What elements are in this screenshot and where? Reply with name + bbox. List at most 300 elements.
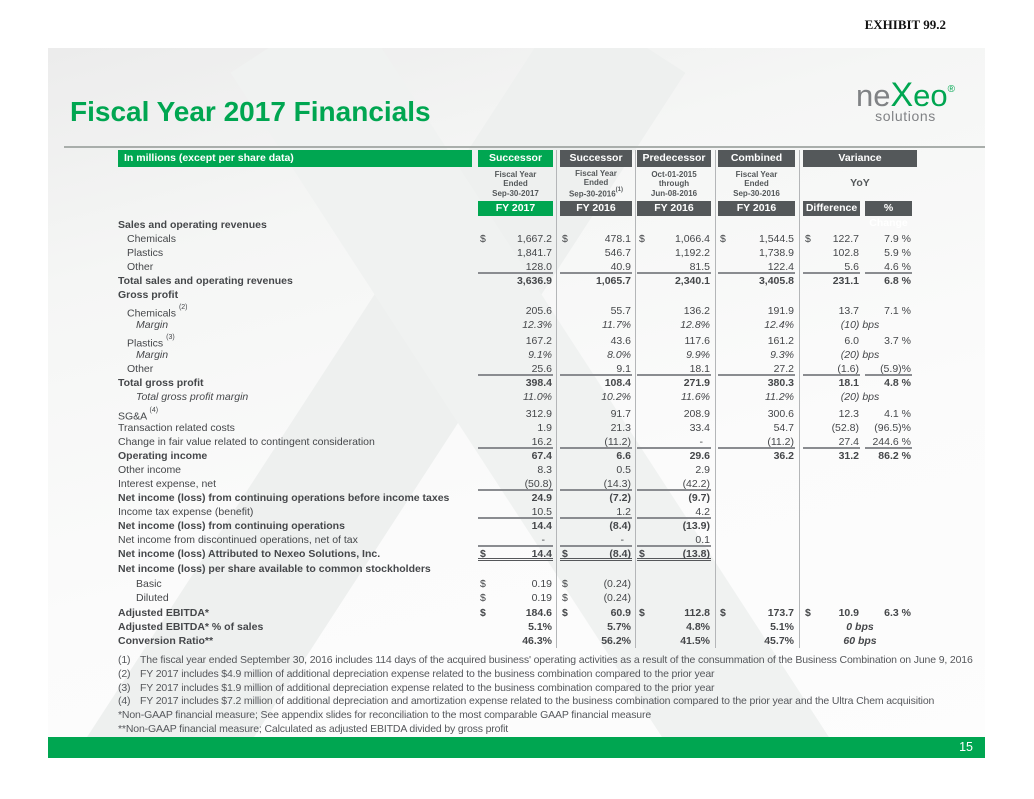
financials-table bbox=[118, 150, 918, 655]
cell-value-text: (5.9)% bbox=[880, 363, 911, 375]
cell-value bbox=[478, 348, 553, 362]
cell-value bbox=[718, 390, 795, 404]
cell-value bbox=[718, 634, 795, 648]
cell-value bbox=[560, 362, 632, 376]
subheader-line: Sep-30-2016$^{(1)}$ bbox=[568, 186, 624, 199]
cell-pct-change bbox=[865, 376, 912, 390]
fy-difference: Difference bbox=[803, 201, 860, 216]
cell-value bbox=[637, 274, 711, 288]
cell-value-text: 91.7 bbox=[610, 408, 631, 420]
cell-value bbox=[718, 334, 795, 348]
row-label: Net income (loss) from continuing operations before income taxes bbox=[118, 492, 450, 504]
cell-value bbox=[718, 376, 795, 390]
footnote-text: FY 2017 includes $1.9 million of additional depreciation expense related to the business combination compared to the prior year bbox=[140, 681, 715, 694]
column-subheader bbox=[560, 169, 632, 199]
cell-value-text: 6.0 bbox=[844, 335, 859, 347]
cell-value bbox=[637, 505, 711, 519]
cell-value-text: 11.7% bbox=[602, 319, 631, 331]
column-subheader bbox=[637, 169, 711, 199]
table-row bbox=[118, 362, 918, 376]
cell-value bbox=[560, 348, 632, 362]
cell-value-text: 184.6 bbox=[525, 607, 552, 619]
column-group-header: Successor bbox=[478, 150, 553, 167]
cell-value-text: (42.2) bbox=[682, 478, 710, 490]
cell-value bbox=[560, 407, 632, 421]
cell-value-text: 14.4 bbox=[531, 520, 552, 532]
subheader-line: YoY bbox=[850, 177, 870, 190]
cell-value-text: 167.2 bbox=[525, 335, 552, 347]
cell-value bbox=[637, 620, 711, 634]
row-label: Operating income bbox=[118, 450, 208, 462]
subheader-line: Fiscal Year bbox=[735, 169, 778, 179]
cell-value bbox=[637, 491, 711, 505]
cell-value bbox=[637, 547, 711, 561]
cell-value bbox=[560, 334, 632, 348]
cell-value-text: 380.3 bbox=[767, 377, 794, 389]
cell-value bbox=[478, 505, 553, 519]
footnote-text: The fiscal year ended September 30, 2016 includes 114 days of the acquired business' operating activities as a result of the consummation of the Business Combination on June 9, 2016 bbox=[140, 654, 973, 666]
cell-value bbox=[637, 318, 711, 332]
fy-label: FY 2016 bbox=[560, 201, 632, 216]
row-label: Net income from discontinued operations, net of tax bbox=[118, 534, 358, 546]
cell-value-text: 128.0 bbox=[525, 261, 552, 273]
cell-value-text: 12.8% bbox=[680, 319, 710, 331]
cell-value-text: 271.9 bbox=[683, 377, 710, 389]
row-label: Diluted bbox=[136, 592, 169, 604]
row-label: Adjusted EBITDA* bbox=[118, 607, 210, 619]
cell-value-text: 1,192.2 bbox=[674, 247, 710, 259]
cell-value-text: 9.1% bbox=[528, 349, 552, 361]
cell-value-text: 231.1 bbox=[832, 275, 859, 287]
cell-pct-change bbox=[865, 232, 912, 246]
cell-diff bbox=[803, 274, 860, 288]
cell-value bbox=[478, 533, 553, 547]
row-label: Margin bbox=[136, 319, 169, 331]
cell-value-text: 122.4 bbox=[767, 261, 794, 273]
footnote-line bbox=[118, 654, 978, 668]
cell-value-text: 9.9% bbox=[686, 349, 710, 361]
cell-value-text: (13.8) bbox=[682, 548, 710, 560]
cell-value bbox=[637, 304, 711, 318]
table-row bbox=[118, 533, 918, 547]
table-rows bbox=[118, 218, 918, 648]
row-label: Income tax expense (benefit) bbox=[118, 506, 254, 518]
cell-value bbox=[718, 620, 795, 634]
cell-value-text: 4.8% bbox=[686, 621, 710, 633]
cell-value-text: 478.1 bbox=[604, 233, 631, 245]
cell-value-text: 18.1 bbox=[689, 363, 710, 375]
dollar-sign: $ bbox=[562, 607, 568, 619]
table-row bbox=[118, 260, 918, 274]
cell-value bbox=[478, 390, 553, 404]
cell-value-text: 9.1 bbox=[616, 363, 631, 375]
cell-value-text: 12.4% bbox=[764, 319, 794, 331]
cell-value-text: 1,065.7 bbox=[595, 275, 631, 287]
logo-ne: ne bbox=[855, 78, 891, 113]
cell-value bbox=[478, 477, 553, 491]
cell-value bbox=[478, 519, 553, 533]
cell-value-text: (1.6) bbox=[837, 363, 859, 375]
cell-value-text: (7.2) bbox=[609, 492, 631, 504]
cell-value bbox=[637, 634, 711, 648]
cell-value bbox=[560, 606, 632, 620]
row-label: Net income (loss) per share available to common stockholders bbox=[118, 563, 431, 575]
cell-value bbox=[637, 533, 711, 547]
page-number: 15 bbox=[959, 740, 973, 754]
table-row bbox=[118, 318, 918, 332]
cell-value bbox=[478, 362, 553, 376]
fy-pct-change: % Change bbox=[865, 201, 912, 216]
cell-value bbox=[718, 435, 795, 449]
cell-value bbox=[478, 491, 553, 505]
cell-value-text: 60.9 bbox=[610, 607, 631, 619]
cell-value bbox=[560, 620, 632, 634]
cell-value bbox=[718, 246, 795, 260]
cell-value-text: 7.1 % bbox=[884, 305, 911, 317]
table-row bbox=[118, 288, 918, 302]
cell-value bbox=[478, 318, 553, 332]
cell-value bbox=[637, 421, 711, 435]
table-row bbox=[118, 274, 918, 288]
dollar-sign: $ bbox=[639, 233, 645, 245]
cell-value-text: 46.3% bbox=[522, 635, 552, 647]
table-row bbox=[118, 348, 918, 362]
cell-value-text: 7.9 % bbox=[884, 233, 911, 245]
cell-value bbox=[478, 449, 553, 463]
table-row bbox=[118, 435, 918, 449]
cell-value bbox=[637, 390, 711, 404]
cell-value-text: 0.5 bbox=[616, 464, 631, 476]
cell-value bbox=[718, 304, 795, 318]
cell-value bbox=[718, 362, 795, 376]
cell-value bbox=[637, 260, 711, 274]
footnote-text: *Non-GAAP financial measure; See appendix slides for reconciliation to the most comparable GAAP financial measure bbox=[118, 709, 652, 722]
cell-value bbox=[478, 577, 553, 591]
cell-value bbox=[478, 591, 553, 605]
cell-value-text: 6.3 % bbox=[884, 607, 911, 619]
cell-diff bbox=[803, 362, 860, 376]
cell-value bbox=[560, 318, 632, 332]
cell-value bbox=[637, 407, 711, 421]
cell-value bbox=[560, 274, 632, 288]
cell-value-text: 5.6 bbox=[844, 261, 859, 273]
cell-diff bbox=[803, 304, 860, 318]
cell-value-text: 16.2 bbox=[531, 436, 552, 448]
cell-bps: 0 bps bbox=[846, 621, 874, 633]
cell-value-text: 41.5% bbox=[680, 635, 710, 647]
footnote-line bbox=[118, 682, 978, 696]
footnote-ref: (4) bbox=[149, 407, 159, 414]
dollar-sign: $ bbox=[720, 607, 726, 619]
cell-value bbox=[718, 407, 795, 421]
cell-value-text: 27.4 bbox=[838, 436, 859, 448]
cell-value bbox=[718, 449, 795, 463]
cell-value-text: 81.5 bbox=[689, 261, 710, 273]
logo-wordmark bbox=[855, 74, 955, 114]
cell-pct-change bbox=[865, 334, 912, 348]
cell-value bbox=[718, 232, 795, 246]
cell-value bbox=[637, 519, 711, 533]
footnote-marker: (3) bbox=[118, 681, 131, 694]
cell-value bbox=[478, 620, 553, 634]
cell-value bbox=[637, 477, 711, 491]
cell-value bbox=[637, 376, 711, 390]
row-label: Interest expense, net bbox=[118, 478, 217, 490]
cell-value-text: 21.3 bbox=[610, 422, 631, 434]
cell-value-text: (13.9) bbox=[682, 520, 710, 532]
cell-value-text: 45.7% bbox=[764, 635, 794, 647]
subheader-line: Fiscal Year bbox=[575, 168, 617, 178]
dollar-sign: $ bbox=[480, 592, 486, 604]
logo-eo: eo bbox=[913, 78, 948, 113]
cell-value bbox=[718, 348, 795, 362]
fy-label: FY 2016 bbox=[718, 201, 795, 216]
cell-value-text: (50.8) bbox=[524, 478, 552, 490]
exhibit-label: EXHIBIT 99.2 bbox=[864, 17, 946, 32]
cell-value-text: 1.2 bbox=[616, 506, 631, 518]
cell-value-text: 5.7% bbox=[607, 621, 631, 633]
nexeo-logo bbox=[856, 74, 955, 124]
row-label: Total gross profit margin bbox=[136, 391, 249, 403]
cell-diff bbox=[803, 246, 860, 260]
dollar-sign: $ bbox=[639, 548, 645, 560]
cell-value-text: 1.9 bbox=[537, 422, 552, 434]
cell-value bbox=[560, 376, 632, 390]
column-subheader bbox=[803, 169, 917, 199]
cell-value bbox=[718, 260, 795, 274]
footnote-line bbox=[118, 723, 978, 737]
cell-value bbox=[560, 390, 632, 404]
cell-pct-change bbox=[865, 449, 912, 463]
cell-value-text: 312.9 bbox=[525, 408, 552, 420]
cell-value-text: 40.9 bbox=[610, 261, 631, 273]
footnote-ref: (1) bbox=[615, 186, 624, 193]
footnote-marker: (2) bbox=[118, 667, 131, 680]
fy-label: FY 2017 bbox=[478, 201, 553, 216]
cell-value-text: 136.2 bbox=[683, 305, 710, 317]
cell-value-text: 2.9 bbox=[695, 464, 710, 476]
table-row bbox=[118, 232, 918, 246]
table-caption: In millions (except per share data) bbox=[118, 150, 472, 167]
cell-value-text: 11.6% bbox=[681, 391, 710, 403]
table-row bbox=[118, 407, 918, 421]
dollar-sign: $ bbox=[480, 578, 486, 590]
cell-value-text: (11.2) bbox=[767, 436, 794, 448]
cell-bps: (20) bps bbox=[840, 349, 880, 361]
cell-value-text: 102.8 bbox=[832, 247, 859, 259]
cell-value-text: 10.5 bbox=[531, 506, 552, 518]
cell-value-text: - bbox=[699, 436, 703, 448]
row-label: Adjusted EBITDA* % of sales bbox=[118, 621, 264, 633]
cell-bps: (20) bps bbox=[840, 391, 880, 403]
cell-value-text: 5.1% bbox=[528, 621, 552, 633]
cell-value-text: 108.4 bbox=[604, 377, 631, 389]
table-row bbox=[118, 634, 918, 648]
cell-value bbox=[560, 519, 632, 533]
cell-value bbox=[637, 463, 711, 477]
table-row bbox=[118, 591, 918, 605]
cell-value-text: 122.7 bbox=[832, 233, 859, 245]
table-row bbox=[118, 606, 918, 620]
cell-value-text: 4.8 % bbox=[884, 377, 911, 389]
cell-diff bbox=[803, 232, 860, 246]
footnote-line bbox=[118, 668, 978, 682]
cell-value-text: 12.3 bbox=[838, 408, 859, 420]
dollar-sign: $ bbox=[720, 233, 726, 245]
cell-diff bbox=[803, 334, 860, 348]
cell-value bbox=[478, 304, 553, 318]
cell-diff bbox=[803, 376, 860, 390]
dollar-sign: $ bbox=[562, 578, 568, 590]
cell-value-text: 25.6 bbox=[531, 363, 552, 375]
cell-value-text: (8.4) bbox=[609, 548, 631, 560]
cell-value-text: 13.7 bbox=[838, 305, 859, 317]
cell-value-text: 5.1% bbox=[770, 621, 794, 633]
cell-value bbox=[560, 246, 632, 260]
cell-value-text: 191.9 bbox=[767, 305, 794, 317]
cell-value-text: 4.1 % bbox=[884, 408, 911, 420]
column-subheader bbox=[718, 169, 795, 199]
cell-value bbox=[478, 547, 553, 561]
cell-value bbox=[560, 505, 632, 519]
table-row bbox=[118, 390, 918, 404]
footer-bar bbox=[48, 737, 985, 758]
cell-pct-change bbox=[865, 304, 912, 318]
subheader-line: through bbox=[658, 179, 690, 189]
cell-value-text: 173.7 bbox=[767, 607, 794, 619]
cell-value bbox=[560, 591, 632, 605]
cell-value-text: 55.7 bbox=[610, 305, 631, 317]
row-label: Chemicals $^{(2)}$ bbox=[127, 304, 188, 320]
subheader-line: Ended bbox=[744, 179, 769, 189]
row-label: Plastics bbox=[127, 247, 164, 259]
cell-value bbox=[718, 274, 795, 288]
cell-value-text: 161.2 bbox=[767, 335, 794, 347]
cell-value-text: 11.0% bbox=[523, 391, 552, 403]
row-label: Other bbox=[127, 363, 154, 375]
cell-value-text: (11.2) bbox=[604, 436, 631, 448]
column-group-header: Successor bbox=[560, 150, 632, 167]
table-row bbox=[118, 304, 918, 318]
cell-value-text: 0.19 bbox=[531, 592, 552, 604]
table-row bbox=[118, 620, 918, 634]
cell-value bbox=[637, 246, 711, 260]
cell-value-text: (0.24) bbox=[603, 578, 631, 590]
row-label: Other income bbox=[118, 464, 182, 476]
cell-value-text: 10.9 bbox=[838, 607, 859, 619]
cell-value-text: - bbox=[541, 534, 545, 546]
table-row bbox=[118, 477, 918, 491]
row-label: Net income (loss) Attributed to Nexeo Solutions, Inc. bbox=[118, 548, 381, 560]
dollar-sign: $ bbox=[639, 607, 645, 619]
cell-value-text: 1,544.5 bbox=[758, 233, 794, 245]
table-row bbox=[118, 218, 918, 232]
cell-value bbox=[478, 246, 553, 260]
row-label: SG&A $^{(4)}$ bbox=[118, 407, 159, 423]
cell-value bbox=[478, 463, 553, 477]
row-label: Change in fair value related to contingent consideration bbox=[118, 436, 375, 448]
cell-value-text: 67.4 bbox=[531, 450, 552, 462]
cell-value-text: 398.4 bbox=[525, 377, 552, 389]
cell-diff bbox=[803, 606, 860, 620]
cell-value-text: 205.6 bbox=[525, 305, 552, 317]
cell-value bbox=[560, 260, 632, 274]
footnote-line bbox=[118, 709, 978, 723]
cell-value bbox=[560, 421, 632, 435]
cell-value-text: 3,405.8 bbox=[758, 275, 794, 287]
cell-diff bbox=[803, 260, 860, 274]
cell-pct-change bbox=[865, 407, 912, 421]
row-label: Other bbox=[127, 261, 154, 273]
table-row bbox=[118, 562, 918, 576]
cell-value-text: 2,340.1 bbox=[674, 275, 710, 287]
cell-value bbox=[478, 435, 553, 449]
cell-value-text: 10.2% bbox=[601, 391, 631, 403]
cell-value bbox=[478, 274, 553, 288]
cell-value-text: 8.0% bbox=[607, 349, 631, 361]
cell-value-text: (9.7) bbox=[688, 492, 710, 504]
cell-value bbox=[478, 334, 553, 348]
cell-value-text: 24.9 bbox=[531, 492, 552, 504]
cell-value-text: 8.3 bbox=[537, 464, 552, 476]
cell-value-text: 117.6 bbox=[684, 335, 710, 347]
row-label: Basic bbox=[136, 578, 162, 590]
cell-value bbox=[478, 376, 553, 390]
cell-value-text: 1,667.2 bbox=[516, 233, 552, 245]
table-row bbox=[118, 505, 918, 519]
footnote-marker: (1) bbox=[118, 654, 131, 666]
cell-diff bbox=[803, 449, 860, 463]
cell-value bbox=[637, 362, 711, 376]
cell-value-text: 1,066.4 bbox=[674, 233, 710, 245]
subheader-line: Sep-30-2017 bbox=[492, 188, 539, 198]
cell-value-text: 9.3% bbox=[770, 349, 794, 361]
logo-solutions: solutions bbox=[875, 108, 936, 124]
cell-value bbox=[560, 491, 632, 505]
cell-pct-change bbox=[865, 274, 912, 288]
table-row bbox=[118, 246, 918, 260]
cell-value bbox=[560, 577, 632, 591]
subheader-line: Jun-08-2016 bbox=[650, 188, 698, 198]
cell-value bbox=[560, 463, 632, 477]
cell-value bbox=[560, 547, 632, 561]
registered-mark-icon: ® bbox=[947, 84, 955, 95]
table-row bbox=[118, 449, 918, 463]
dollar-sign: $ bbox=[480, 233, 486, 245]
dollar-sign: $ bbox=[480, 548, 486, 560]
cell-pct-change bbox=[865, 362, 912, 376]
title-rule bbox=[64, 146, 985, 148]
cell-bps: (10) bps bbox=[840, 319, 880, 331]
cell-pct-change bbox=[865, 606, 912, 620]
cell-value-text: 546.7 bbox=[604, 247, 631, 259]
table-row bbox=[118, 463, 918, 477]
page-title: Fiscal Year 2017 Financials bbox=[70, 96, 431, 127]
cell-value bbox=[560, 304, 632, 318]
cell-value-text: 36.2 bbox=[773, 450, 794, 462]
subheader-line: Ended bbox=[583, 178, 609, 188]
cell-value-text: 56.2% bbox=[601, 635, 631, 647]
cell-diff bbox=[803, 407, 860, 421]
dollar-sign: $ bbox=[562, 592, 568, 604]
cell-value-text: (14.3) bbox=[603, 478, 631, 490]
cell-pct-change bbox=[865, 421, 912, 435]
cell-value-text: 54.7 bbox=[773, 422, 794, 434]
cell-value bbox=[560, 449, 632, 463]
cell-value-text: 12.3% bbox=[522, 319, 552, 331]
column-group-header: Predecessor bbox=[637, 150, 711, 167]
cell-value-text: 27.2 bbox=[773, 363, 794, 375]
